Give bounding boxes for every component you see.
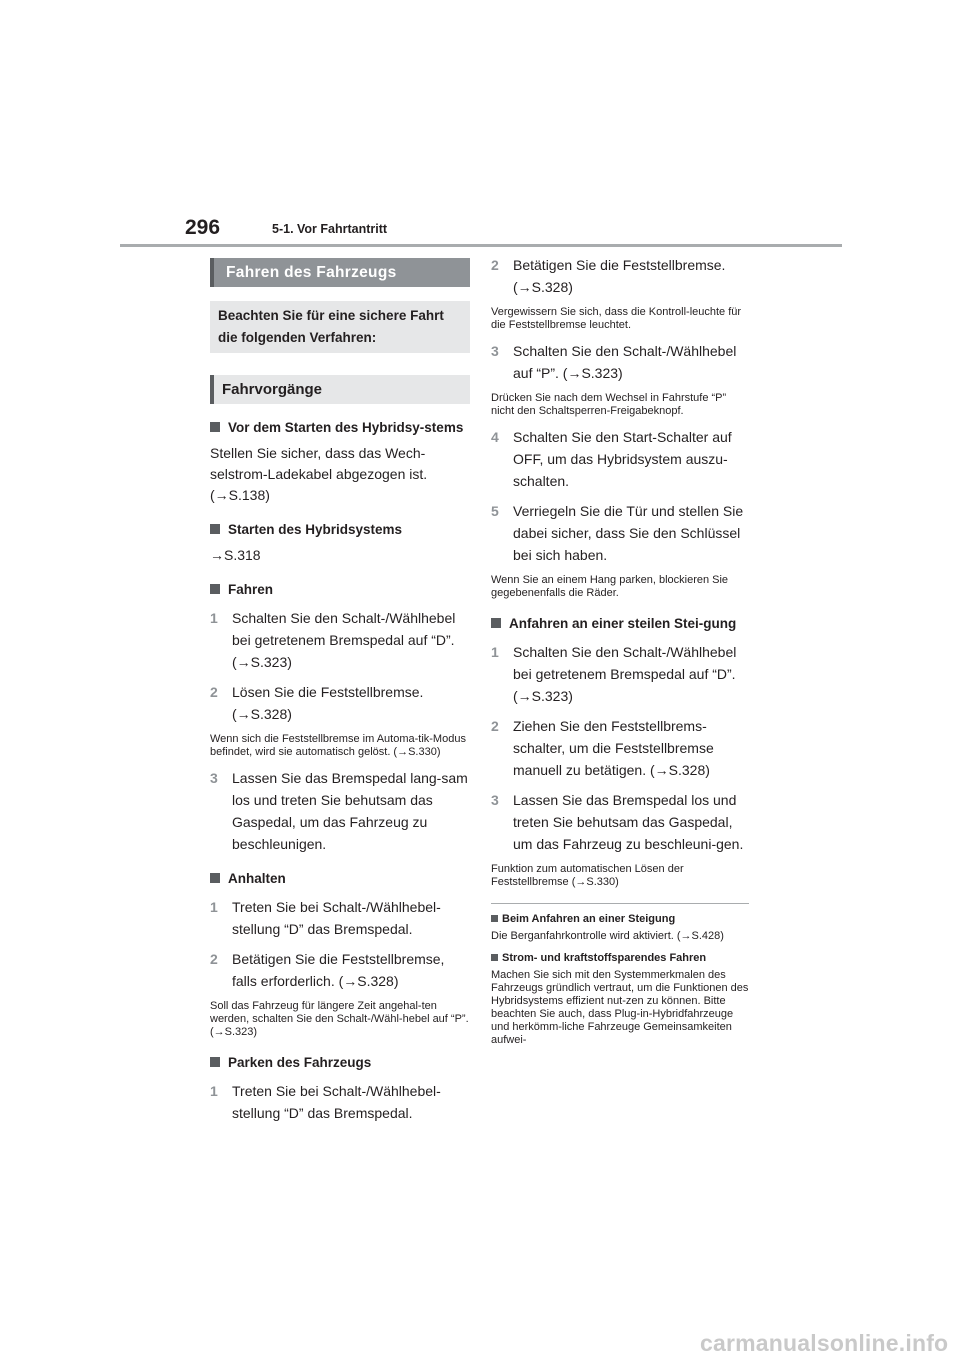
note-parken-3: Drücken Sie nach dem Wechsel in Fahrstufe “P” nicht den Schaltsperren-Freigabeknopf. <box>491 392 727 417</box>
step-number: 2 <box>210 951 218 967</box>
step-text: Treten Sie bei Schalt-/Wählhebel-stellung “D” das Bremspedal. <box>232 899 441 937</box>
paragraph-sparend: Machen Sie sich mit den Systemmerkmalen des Fahrzeugs gründlich vertraut, um die Funktionen des Hybridsystems effizient nut-zen zu können. Bitte beachten Sie auch, dass Plug-in-Hybridfahrzeuge und herkömm-liche Fahrzeuge Gemeinsamkeiten aufwei- <box>491 969 749 1046</box>
step-text: Treten Sie bei Schalt-/Wählhebel-stellung “D” das Bremspedal. <box>232 1083 441 1121</box>
step-parken-4 <box>491 426 751 492</box>
heading-start-hybrid: Starten des Hybridsystems <box>210 520 470 539</box>
heading-steile-steigung: Anfahren an einer steilen Stei-gung <box>491 614 751 633</box>
chapter-title: Fahren des Fahrzeugs <box>210 258 470 287</box>
step-anhalten-1 <box>210 896 470 940</box>
step-number: 1 <box>491 644 499 660</box>
heading-fahren: Fahren <box>210 580 470 599</box>
step-steil-1 <box>491 641 751 707</box>
step-number: 2 <box>491 257 499 273</box>
step-fahren-3 <box>210 767 470 855</box>
step-number: 3 <box>491 343 499 359</box>
step-text: Ziehen Sie den Feststellbrems-schalter, um die Feststellbremse manuell zu betätigen. (→S.328) <box>513 718 714 778</box>
step-parken-5 <box>491 500 751 566</box>
step-number: 2 <box>210 684 218 700</box>
step-number: 4 <box>491 429 499 445</box>
step-anhalten-2 <box>210 948 470 992</box>
step-text: Schalten Sie den Start-Schalter auf OFF, um das Hybridsystem auszu-schalten. <box>513 429 732 489</box>
step-text: Verriegeln Sie die Tür und stellen Sie dabei sicher, dass Sie den Schlüssel bei sich haben. <box>513 503 744 563</box>
heading-anhalten: Anhalten <box>210 869 470 888</box>
page-number: 296 <box>185 216 221 239</box>
step-number: 3 <box>210 770 218 786</box>
left-column <box>210 258 470 1124</box>
step-steil-2 <box>491 715 751 781</box>
note-fahren: Wenn sich die Feststellbremse im Automa-tik-Modus befindet, wird sie automatisch gelöst. (→S.330) <box>210 733 466 758</box>
note-anhalten: Soll das Fahrzeug für längere Zeit angehal-ten werden, schalten Sie den Schalt-/Wähl-hebel auf “P”. (→S.323) <box>210 1000 469 1038</box>
step-number: 3 <box>491 792 499 808</box>
subsection-title: Fahrvorgänge <box>210 375 470 404</box>
intro-box: Beachten Sie für eine sichere Fahrt die folgenden Verfahren: <box>210 301 470 353</box>
heading-parken: Parken des Fahrzeugs <box>210 1053 470 1072</box>
step-parken-2 <box>491 254 751 298</box>
heading-steigung: Beim Anfahren an einer Steigung <box>491 912 751 926</box>
step-number: 1 <box>210 1083 218 1099</box>
paragraph-start-hybrid: →S.318 <box>210 547 261 563</box>
step-text: Lassen Sie das Bremspedal los und treten Sie behutsam das Gaspedal, um das Fahrzeug zu beschleuni-gen. <box>513 792 744 852</box>
step-text: Schalten Sie den Schalt-/Wählhebel bei getretenem Bremspedal auf “D”. (→S.323) <box>232 610 456 670</box>
paragraph-start-hybrid-system: Stellen Sie sicher, dass das Wech-selstrom-Ladekabel abgezogen ist. (→S.138) <box>210 445 428 503</box>
step-text: Lösen Sie die Feststellbremse. (→S.328) <box>232 684 424 722</box>
heading-start-hybrid-system: Vor dem Starten des Hybridsy-stems <box>210 418 470 437</box>
header-rule <box>120 244 842 247</box>
right-column <box>491 254 751 1047</box>
step-number: 1 <box>210 899 218 915</box>
note-parken-2: Vergewissern Sie sich, dass die Kontroll-leuchte für die Feststellbremse leuchtet. <box>491 306 742 331</box>
step-number: 2 <box>491 718 499 734</box>
note-steil: Funktion zum automatischen Lösen der Feststellbremse (→S.330) <box>491 863 684 888</box>
section-divider <box>491 903 749 904</box>
step-text: Lassen Sie das Bremspedal lang-sam los und treten Sie behutsam das Gaspedal, um das Fahrzeug zu beschleunigen. <box>232 770 468 852</box>
step-number: 1 <box>210 610 218 626</box>
step-steil-3 <box>491 789 751 855</box>
step-text: Betätigen Sie die Feststellbremse, falls erforderlich. (→S.328) <box>232 951 445 989</box>
heading-sparend: Strom- und kraftstoffsparendes Fahren <box>491 951 751 965</box>
note-parken-5: Wenn Sie an einem Hang parken, blockieren Sie gegebenenfalls die Räder. <box>491 574 729 599</box>
step-text: Betätigen Sie die Feststellbremse. (→S.328) <box>513 257 726 295</box>
step-parken-3 <box>491 340 751 384</box>
paragraph-steigung: Die Berganfahrkontrolle wird aktiviert. (→S.428) <box>491 930 724 942</box>
step-text: Schalten Sie den Schalt-/Wählhebel bei getretenem Bremspedal auf “D”. (→S.323) <box>513 644 737 704</box>
step-number: 5 <box>491 503 499 519</box>
watermark: carmanualsonline.info <box>700 1330 949 1356</box>
step-fahren-2 <box>210 681 470 725</box>
step-parken-1 <box>210 1080 470 1124</box>
step-text: Schalten Sie den Schalt-/Wählhebel auf “P”. (→S.323) <box>513 343 737 381</box>
step-fahren-1 <box>210 607 470 673</box>
section-title: 5-1. Vor Fahrtantritt <box>272 222 388 236</box>
